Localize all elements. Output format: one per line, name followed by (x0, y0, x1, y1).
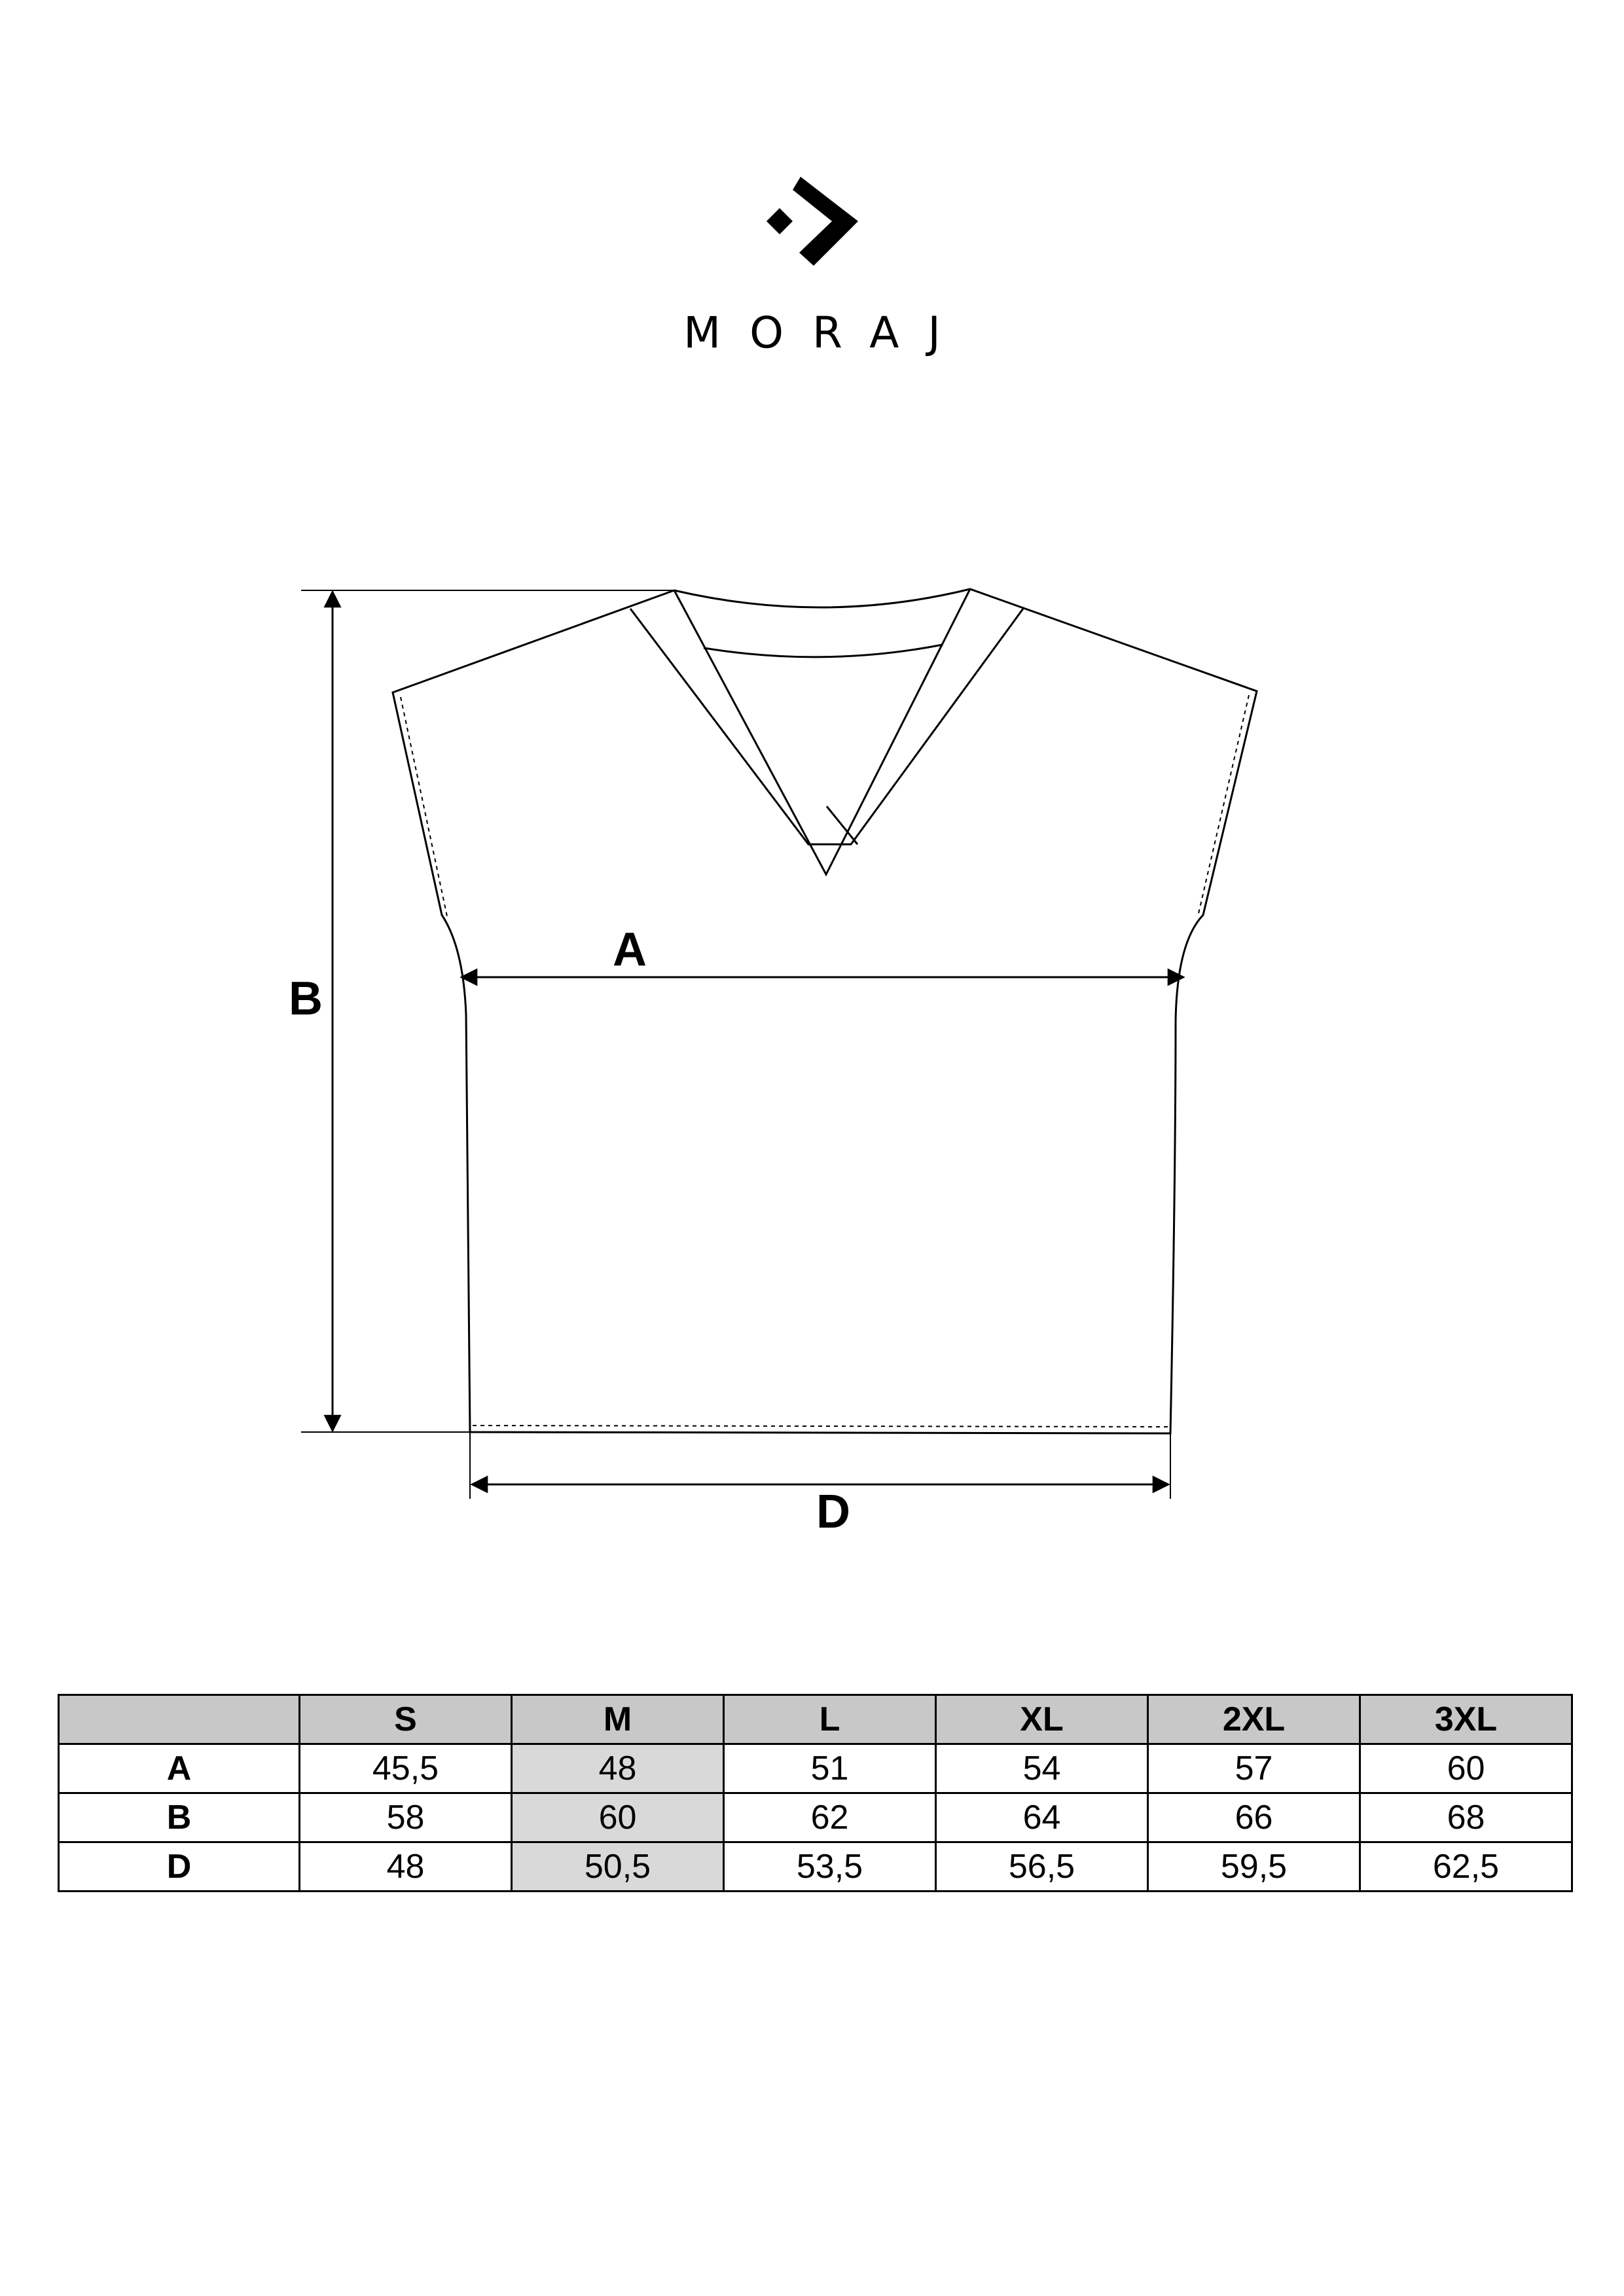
table-row (59, 1744, 1572, 1793)
table-cell: 62 (724, 1793, 936, 1842)
table-cell-highlighted: 60 (512, 1793, 724, 1842)
brand-name: MORAJ (683, 308, 969, 358)
table-cell: 56,5 (936, 1842, 1148, 1892)
table-cell: 48 (300, 1842, 512, 1892)
guide-lines (301, 590, 1170, 1499)
size-header-l: L (724, 1695, 936, 1744)
size-chart-table (58, 1694, 1573, 1892)
size-header-m: M (512, 1695, 724, 1744)
table-cell: 45,5 (300, 1744, 512, 1793)
row-label-d: D (59, 1842, 300, 1892)
table-cell: 51 (724, 1744, 936, 1793)
table-header-row (59, 1695, 1572, 1744)
table-cell: 54 (936, 1744, 1148, 1793)
row-label-a: A (59, 1744, 300, 1793)
table-cell: 59,5 (1148, 1842, 1360, 1892)
dimension-label-d: D (816, 1486, 850, 1538)
table-corner-cell (59, 1695, 300, 1744)
dimension-label-a: A (613, 924, 647, 976)
size-header-xl: XL (936, 1695, 1148, 1744)
size-header-3xl: 3XL (1360, 1695, 1572, 1744)
table-cell: 62,5 (1360, 1842, 1572, 1892)
table-cell-highlighted: 48 (512, 1744, 724, 1793)
table-cell: 68 (1360, 1793, 1572, 1842)
table-cell: 66 (1148, 1793, 1360, 1842)
table-cell: 58 (300, 1793, 512, 1842)
table-cell: 53,5 (724, 1842, 936, 1892)
size-header-s: S (300, 1695, 512, 1744)
size-header-2xl: 2XL (1148, 1695, 1360, 1744)
dimension-label-b: B (289, 973, 323, 1025)
table-cell-highlighted: 50,5 (512, 1842, 724, 1892)
table-row (59, 1793, 1572, 1842)
table-cell: 57 (1148, 1744, 1360, 1793)
row-label-b: B (59, 1793, 300, 1842)
table-row (59, 1842, 1572, 1892)
stitch-lines (401, 695, 1249, 1427)
table-cell: 64 (936, 1793, 1148, 1842)
table-cell: 60 (1360, 1744, 1572, 1793)
tshirt-outline (393, 589, 1257, 1433)
